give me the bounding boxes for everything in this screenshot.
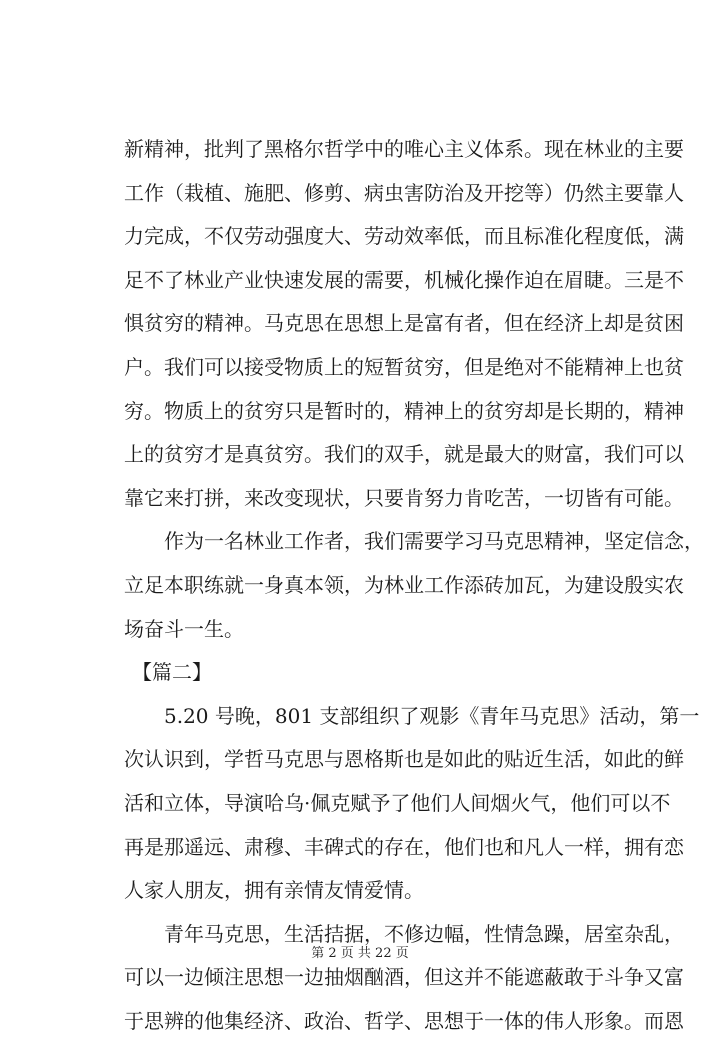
text-line: 于思辨的他集经济、政治、哲学、思想于一体的伟人形象。而恩 [124, 1008, 684, 1033]
text-line: 新精神，批判了黑格尔哲学中的唯心主义体系。现在林业的主要 [124, 137, 684, 161]
text-line: 青年马克思，生活拮据，不修边幅，性情急躁，居室杂乱， [164, 921, 684, 946]
text-line: 工作（栽植、施肥、修剪、病虫害防治及开挖等）仍然主要靠人 [124, 180, 684, 205]
text-line: 户。我们可以接受物质上的短暂贫穷，但是绝对不能精神上也贫 [124, 354, 684, 379]
text-line: 靠它来打拼，来改变现状，只要肯努力肯吃苦，一切皆有可能。 [124, 485, 684, 510]
text-line: 足不了林业产业快速发展的需要，机械化操作迫在眉睫。三是不 [124, 267, 684, 292]
text-line: 可以一边倾注思想一边抽烟酗酒，但这并不能遮蔽敢于斗争又富 [124, 965, 684, 990]
text-line: 立足本职练就一身真本领，为林业工作添砖加瓦，为建设殷实农 [124, 572, 684, 597]
text-line: 场奋斗一生。 [124, 616, 244, 641]
text-line: 活和立体，导演哈乌·佩克赋予了他们人间烟火气，他们可以不 [124, 790, 671, 815]
text-line: 惧贫穷的精神。马克思在思想上是富有者，但在经济上却是贫困 [124, 311, 684, 336]
text-line: 作为一名林业工作者，我们需要学习马克思精神，坚定信念， [164, 529, 704, 554]
text-line: 人家人朋友，拥有亲情友情爱情。 [124, 878, 424, 903]
text-line: 5.20 号晚，801 支部组织了观影《青年马克思》活动，第一 [164, 703, 700, 728]
section-heading: 【篇二】 [132, 660, 212, 685]
document-body [124, 128, 704, 1043]
text-line: 穷。物质上的贫穷只是暂时的，精神上的贫穷却是长期的，精神 [124, 398, 684, 423]
text-line: 力完成，不仅劳动强度大、劳动效率低，而且标准化程度低，满 [124, 224, 684, 249]
text-line: 再是那遥远、肃穆、丰碑式的存在，他们也和凡人一样，拥有恋 [124, 834, 684, 859]
text-line: 上的贫穷才是真贫穷。我们的双手，就是最大的财富，我们可以 [124, 442, 684, 467]
page-number: 第 2 页 共 22 页 [311, 946, 409, 961]
text-line: 次认识到，学哲马克思与恩格斯也是如此的贴近生活，如此的鲜 [124, 747, 684, 772]
